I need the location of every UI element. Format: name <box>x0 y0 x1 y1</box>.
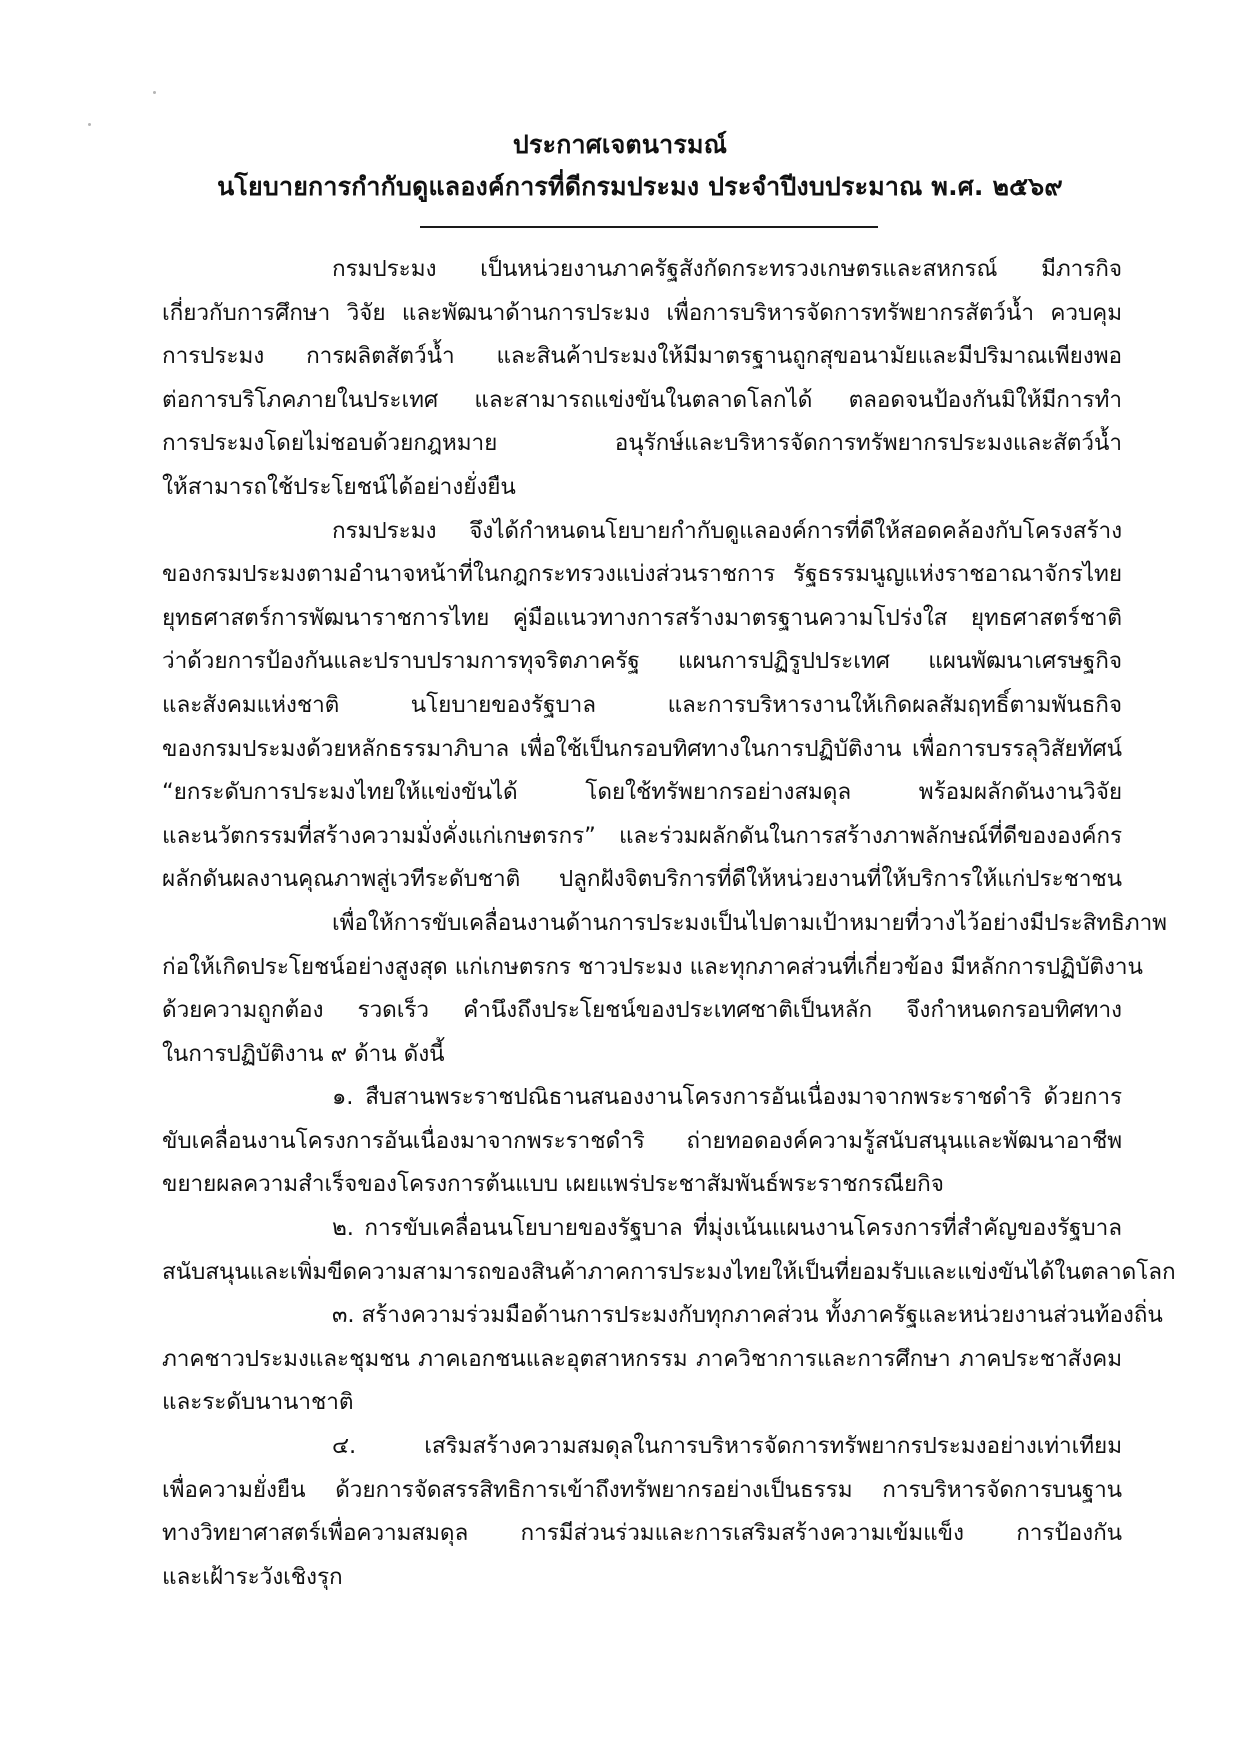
policy-item-2 <box>162 1207 1176 1294</box>
policy-item-4 <box>162 1425 1122 1599</box>
text-line: ก่อให้เกิดประโยชน์อย่างสูงสุด แก่เกษตรกร ชาวประมง และทุกภาคส่วนที่เกี่ยวข้อง มีหลักการปฏิบัติงาน <box>162 953 1143 980</box>
document-title: ประกาศเจตนารมณ์ <box>512 130 728 159</box>
text-line: ว่าด้วยการป้องกันและปราบปรามการทุจริตภาครัฐ แผนการปฏิรูปประเทศ แผนพัฒนาเศรษฐกิจ <box>162 648 1122 675</box>
text-line: และนวัตกรรมที่สร้างความมั่งคั่งแก่เกษตรกร” และร่วมผลักดันในการสร้างภาพลักษณ์ที่ดีขององค์กร <box>162 822 1122 849</box>
text-line: ในการปฏิบัติงาน ๙ ด้าน ดังนี้ <box>162 1040 445 1067</box>
document-header <box>0 124 1240 208</box>
paragraph-framework <box>162 902 1167 1076</box>
text-line: ต่อการบริโภคภายในประเทศ และสามารถแข่งขันในตลาดโลกได้ ตลอดจนป้องกันมิให้มีการทำ <box>162 386 1122 413</box>
text-line: ของกรมประมงตามอำนาจหน้าที่ในกฎกระทรวงแบ่งส่วนราชการ รัฐธรรมนูญแห่งราชอาณาจักรไทย <box>162 561 1122 588</box>
policy-item-3 <box>162 1294 1163 1425</box>
text-line: ทางวิทยาศาสตร์เพื่อความสมดุล การมีส่วนร่วมและการเสริมสร้างความเข้มแข็ง การป้องกัน <box>162 1520 1122 1547</box>
text-line: ให้สามารถใช้ประโยชน์ได้อย่างยั่งยืน <box>162 473 516 500</box>
text-line: เพื่อให้การขับเคลื่อนงานด้านการประมงเป็นไปตามเป้าหมายที่วางไว้อย่างมีประสิทธิภาพ <box>332 909 1167 936</box>
scan-speck <box>153 91 156 94</box>
text-line: ๒. การขับเคลื่อนนโยบายของรัฐบาล ที่มุ่งเน้นแผนงานโครงการที่สำคัญของรัฐบาล <box>332 1215 1122 1242</box>
paragraph-intro <box>162 248 1122 510</box>
text-line: ด้วยความถูกต้อง รวดเร็ว คำนึงถึงประโยชน์ของประเทศชาติเป็นหลัก จึงกำหนดกรอบทิศทาง <box>162 997 1122 1024</box>
text-line: และสังคมแห่งชาติ นโยบายของรัฐบาล และการบริหารงานให้เกิดผลสัมฤทธิ์ตามพันธกิจ <box>162 691 1122 718</box>
policy-item-1 <box>162 1076 1122 1207</box>
text-line: การประมง การผลิตสัตว์น้ำ และสินค้าประมงให้มีมาตรฐานถูกสุขอนามัยและมีปริมาณเพียงพอ <box>162 343 1122 370</box>
document-subtitle: นโยบายการกำกับดูแลองค์การที่ดีกรมประมง ประจำปีงบประมาณ พ.ศ. ๒๕๖๙ <box>217 172 1063 201</box>
document-body <box>162 248 1176 1599</box>
text-line: ๑. สืบสานพระราชปณิธานสนองงานโครงการอันเนื่องมาจากพระราชดำริ ด้วยการ <box>332 1084 1122 1111</box>
text-line: และระดับนานาชาติ <box>162 1389 354 1416</box>
text-line: กรมประมง เป็นหน่วยงานภาครัฐสังกัดกระทรวงเกษตรและสหกรณ์ มีภารกิจ <box>332 256 1122 282</box>
text-line: ๓. สร้างความร่วมมือด้านการประมงกับทุกภาคส่วน ทั้งภาครัฐและหน่วยงานส่วนท้องถิ่น <box>332 1302 1163 1329</box>
text-line: ขยายผลความสำเร็จของโครงการต้นแบบ เผยแพร่ประชาสัมพันธ์พระราชกรณียกิจ <box>162 1171 944 1198</box>
text-line: สนับสนุนและเพิ่มขีดความสามารถของสินค้าภาคการประมงไทยให้เป็นที่ยอมรับและแข่งขันได้ในตลาดโลก <box>162 1258 1176 1285</box>
text-line: กรมประมง จึงได้กำหนดนโยบายกำกับดูแลองค์การที่ดีให้สอดคล้องกับโครงสร้าง <box>332 517 1122 544</box>
text-line: เพื่อความยั่งยืน ด้วยการจัดสรรสิทธิการเข้าถึงทรัพยากรอย่างเป็นธรรม การบริหารจัดการบนฐาน <box>162 1476 1122 1503</box>
text-line: ผลักดันผลงานคุณภาพสู่เวทีระดับชาติ ปลูกฝังจิตบริการที่ดีให้หน่วยงานที่ให้บริการให้แก่ประชาชน <box>162 866 1122 893</box>
text-line: “ยกระดับการประมงไทยให้แข่งขันได้ โดยใช้ทรัพยากรอย่างสมดุล พร้อมผลักดันงานวิจัย <box>162 779 1122 806</box>
title-underline <box>420 226 878 228</box>
paragraph-policy-basis <box>162 510 1122 902</box>
text-line: และเฝ้าระวังเชิงรุก <box>162 1563 343 1590</box>
text-line: ยุทธศาสตร์การพัฒนาราชการไทย คู่มือแนวทางการสร้างมาตรฐานความโปร่งใส ยุทธศาสตร์ชาติ <box>162 604 1122 631</box>
text-line: การประมงโดยไม่ชอบด้วยกฎหมาย อนุรักษ์และบริหารจัดการทรัพยากรประมงและสัตว์น้ำ <box>162 430 1122 457</box>
text-line: ๔. เสริมสร้างความสมดุลในการบริหารจัดการทรัพยากรประมงอย่างเท่าเทียม <box>332 1433 1122 1460</box>
text-line: ของกรมประมงด้วยหลักธรรมาภิบาล เพื่อใช้เป็นกรอบทิศทางในการปฏิบัติงาน เพื่อการบรรลุวิสัยทัศน์ <box>162 735 1122 762</box>
text-line: ขับเคลื่อนงานโครงการอันเนื่องมาจากพระราชดำริ ถ่ายทอดองค์ความรู้สนับสนุนและพัฒนาอาชีพ <box>162 1127 1122 1154</box>
text-line: ภาคชาวประมงและชุมชน ภาคเอกชนและอุตสาหกรรม ภาควิชาการและการศึกษา ภาคประชาสังคม <box>162 1345 1122 1372</box>
text-line: เกี่ยวกับการศึกษา วิจัย และพัฒนาด้านการประมง เพื่อการบริหารจัดการทรัพยากรสัตว์น้ำ ควบคุม <box>162 299 1122 326</box>
